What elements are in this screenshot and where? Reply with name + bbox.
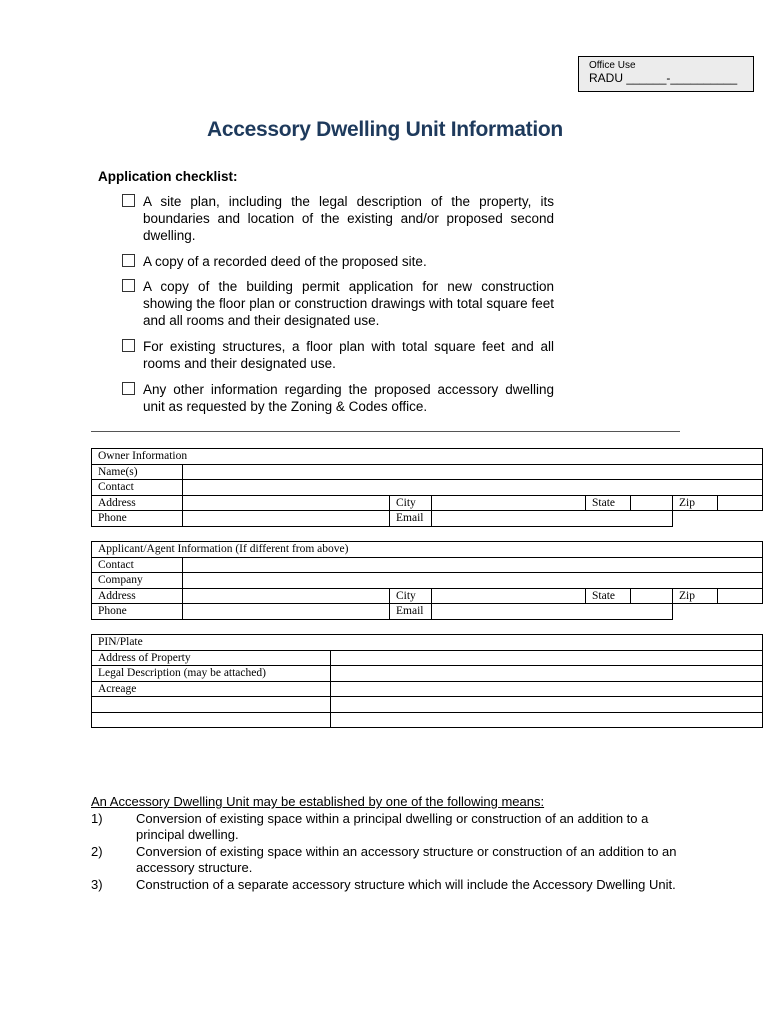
applicant-address-field[interactable] <box>183 588 390 604</box>
owner-city-field[interactable] <box>432 495 586 511</box>
checklist-item-text: A site plan, including the legal description of the property, its boundaries and location of the existing and/or proposed second dwelling. <box>143 194 554 243</box>
legal-description-label: Legal Description (may be attached) <box>92 666 331 682</box>
checkbox[interactable] <box>122 254 135 267</box>
owner-city-label: City <box>390 495 432 511</box>
blank-field[interactable] <box>331 712 763 728</box>
owner-contact-label: Contact <box>92 480 183 496</box>
means-item <box>91 811 691 844</box>
owner-phone-label: Phone <box>92 511 183 527</box>
applicant-information-header: Applicant/Agent Information (If different from above) <box>92 542 763 558</box>
owner-state-label: State <box>586 495 631 511</box>
acreage-field[interactable] <box>331 681 763 697</box>
page-title: Accessory Dwelling Unit Information <box>207 118 563 141</box>
applicant-company-field[interactable] <box>183 573 763 589</box>
checklist-item-text: Any other information regarding the proposed accessory dwelling unit as requested by the Zoning & Codes office. <box>143 382 554 414</box>
legal-description-field[interactable] <box>331 666 763 682</box>
owner-phone-field[interactable] <box>183 511 390 527</box>
radu-number-field: RADU ______-__________ <box>589 71 738 85</box>
owner-name-field[interactable] <box>183 464 763 480</box>
checklist-heading: Application checklist: <box>98 169 238 184</box>
applicant-email-label: Email <box>390 604 432 620</box>
applicant-phone-field[interactable] <box>183 604 390 620</box>
applicant-zip-label: Zip <box>673 588 718 604</box>
checklist-item <box>122 278 554 329</box>
owner-address-label: Address <box>92 495 183 511</box>
pin-plate-label: PIN/Plate <box>92 635 763 651</box>
checkbox[interactable] <box>122 382 135 395</box>
acreage-label: Acreage <box>92 681 331 697</box>
means-item-text: Construction of a separate accessory structure which will include the Accessory Dwelling Unit. <box>136 876 676 892</box>
property-address-field[interactable] <box>331 650 763 666</box>
applicant-phone-label: Phone <box>92 604 183 620</box>
owner-information-header: Owner Information <box>92 449 763 465</box>
applicant-information-table <box>91 541 763 620</box>
establishment-means-section <box>91 794 691 893</box>
checkbox[interactable] <box>122 194 135 207</box>
office-use-label: Office Use <box>589 60 636 71</box>
applicant-city-field[interactable] <box>432 588 586 604</box>
checklist-item <box>122 381 554 415</box>
property-information-table <box>91 634 763 728</box>
means-item-number: 1) <box>91 810 103 826</box>
applicant-company-label: Company <box>92 573 183 589</box>
means-item <box>91 844 691 877</box>
checklist-item <box>122 338 554 372</box>
checkbox[interactable] <box>122 339 135 352</box>
applicant-state-field[interactable] <box>631 588 673 604</box>
blank-field[interactable] <box>92 712 331 728</box>
owner-zip-field[interactable] <box>718 495 763 511</box>
applicant-contact-field[interactable] <box>183 557 763 573</box>
applicant-email-field[interactable] <box>432 604 673 620</box>
checklist-item-text: A copy of a recorded deed of the proposed site. <box>143 254 427 269</box>
applicant-contact-label: Contact <box>92 557 183 573</box>
means-item-text: Conversion of existing space within a principal dwelling or construction of an addition to a principal dwelling. <box>136 810 649 842</box>
owner-email-label: Email <box>390 511 432 527</box>
applicant-state-label: State <box>586 588 631 604</box>
checklist-item <box>122 253 554 270</box>
means-heading: An Accessory Dwelling Unit may be established by one of the following means: <box>91 794 545 809</box>
applicant-address-label: Address <box>92 588 183 604</box>
blank-field[interactable] <box>92 697 331 713</box>
owner-state-field[interactable] <box>631 495 673 511</box>
owner-information-table <box>91 448 763 527</box>
owner-address-field[interactable] <box>183 495 390 511</box>
blank-cell <box>673 604 763 620</box>
checklist-item <box>122 193 554 244</box>
means-item-number: 2) <box>91 843 103 859</box>
applicant-zip-field[interactable] <box>718 588 763 604</box>
property-address-label: Address of Property <box>92 650 331 666</box>
blank-field[interactable] <box>331 697 763 713</box>
owner-name-label: Name(s) <box>92 464 183 480</box>
checklist-item-text: For existing structures, a floor plan with total square feet and all rooms and their designated use. <box>143 339 554 371</box>
checklist-item-text: A copy of the building permit application for new construction showing the floor plan or construction drawings with total square feet and all rooms and their designated use. <box>143 279 554 328</box>
means-item-text: Conversion of existing space within an accessory structure or construction of an addition to an accessory structure. <box>136 843 677 875</box>
means-item <box>91 877 691 894</box>
applicant-city-label: City <box>390 588 432 604</box>
owner-zip-label: Zip <box>673 495 718 511</box>
owner-email-field[interactable] <box>432 511 673 527</box>
blank-cell <box>673 511 763 527</box>
owner-contact-field[interactable] <box>183 480 763 496</box>
checkbox[interactable] <box>122 279 135 292</box>
means-item-number: 3) <box>91 876 103 892</box>
office-use-box <box>578 56 754 92</box>
divider <box>91 431 680 432</box>
